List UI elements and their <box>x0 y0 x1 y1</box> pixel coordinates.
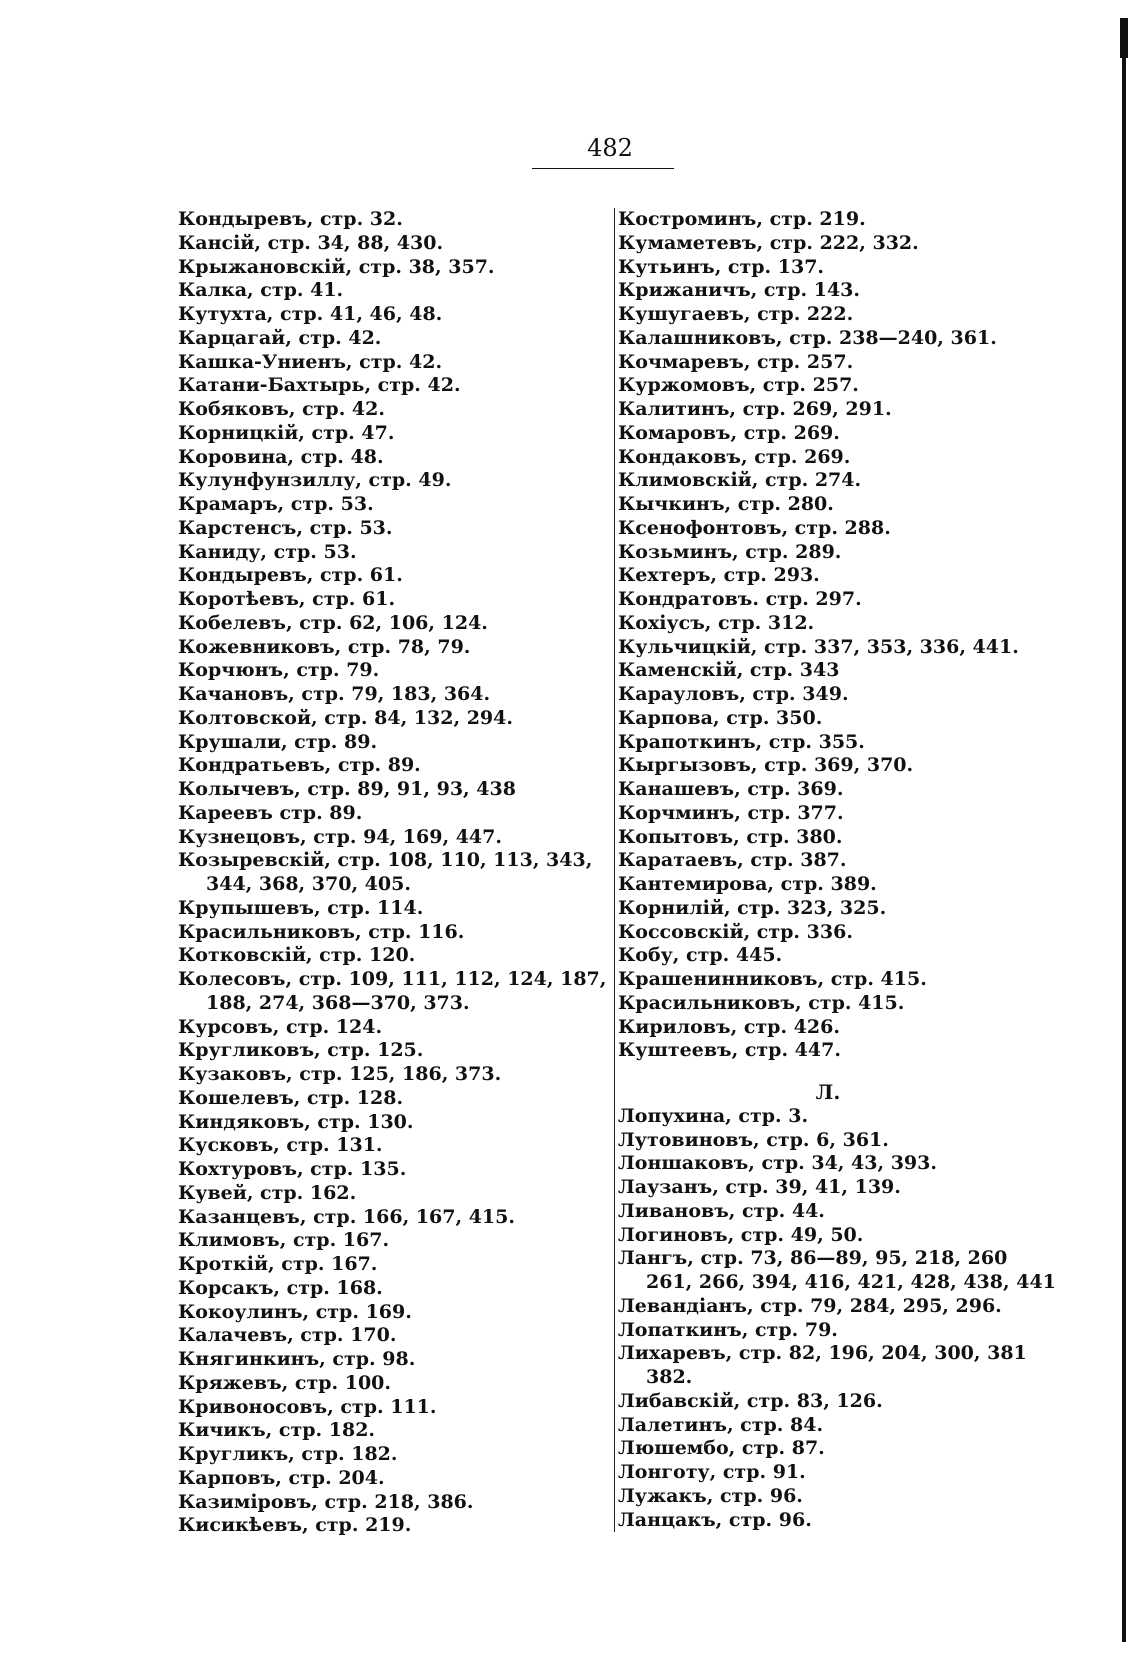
index-entry: Карауловъ, стр. 349. <box>618 683 849 705</box>
index-entry: Кондратовъ. стр. 297. <box>618 588 862 610</box>
index-entry: Корнилій, стр. 323, 325. <box>618 896 887 919</box>
index-entry: Кутьинъ, стр. 137. <box>618 255 825 278</box>
index-entry: Лонготу, стр. 91. <box>618 1461 806 1483</box>
index-entry: Крашенинниковъ, стр. 415. <box>618 968 927 990</box>
index-entry: Колычевъ, стр. 89, 91, 93, 438 <box>178 778 516 800</box>
index-entry: Комаровъ, стр. 269. <box>618 421 840 444</box>
index-entry: Кругликъ, стр. 182. <box>178 1443 398 1465</box>
index-entry: Колтовской, стр. 84, 132, 294. <box>178 706 513 729</box>
index-entry: Кондыревъ, стр. 32. <box>178 208 403 230</box>
index-entry: Кузнецовъ, стр. 94, 169, 447. <box>178 825 502 848</box>
index-entry: Кобелевъ, стр. 62, 106, 124. <box>178 611 488 634</box>
index-entry: Кузаковъ, стр. 125, 186, 373. <box>178 1063 502 1085</box>
index-entry: Кондыревъ, стр. 61. <box>178 564 403 587</box>
index-entry: Кансій, стр. 34, 88, 430. <box>178 231 444 254</box>
index-entry: Куржомовъ, стр. 257. <box>618 374 859 397</box>
index-entry: Кобу, стр. 445. <box>618 944 783 967</box>
index-entry-continuation: 261, 266, 394, 416, 421, 428, 438, 441 <box>646 1271 1056 1293</box>
index-entry: Лужакъ, стр. 96. <box>618 1484 803 1507</box>
index-entry: Костроминъ, стр. 219. <box>618 208 866 230</box>
index-entry: Котковскій, стр. 120. <box>178 944 416 967</box>
index-entry: Кулунфунзиллу, стр. 49. <box>178 469 452 492</box>
index-entry: Кыргызовъ, стр. 369, 370. <box>618 754 914 777</box>
index-entry: Лоншаковъ, стр. 34, 43, 393. <box>618 1152 937 1175</box>
index-entry: Лопухина, стр. 3. <box>618 1104 809 1127</box>
index-entry: Кобяковъ, стр. 42. <box>178 398 385 420</box>
index-entry: Кошелевъ, стр. 128. <box>178 1086 404 1109</box>
index-entry: Корсакъ, стр. 168. <box>178 1276 383 1299</box>
index-entry: Кашка-Униенъ, стр. 42. <box>178 350 443 373</box>
index-entry: Климовъ, стр. 167. <box>178 1229 390 1252</box>
index-entry: Лалетинъ, стр. 84. <box>618 1413 824 1436</box>
index-entry: Козьминъ, стр. 289. <box>618 540 842 563</box>
index-entry: Курсовъ, стр. 124. <box>178 1015 383 1038</box>
index-entry: Кареевъ стр. 89. <box>178 801 363 824</box>
index-entry: Кириловъ, стр. 426. <box>618 1015 840 1038</box>
index-entry: Кульчицкій, стр. 337, 353, 336, 441. <box>618 635 1019 658</box>
index-entry: Каменскій, стр. 343 <box>618 659 840 682</box>
index-entry: Кисикѣевъ, стр. 219. <box>178 1514 412 1537</box>
index-entry: Ливановъ, стр. 44. <box>618 1199 825 1222</box>
index-entry: Красильниковъ, стр. 116. <box>178 920 465 943</box>
index-entry: Катани-Бахтырь, стр. 42. <box>178 374 461 397</box>
header-rule <box>532 168 674 169</box>
index-entry: Козыревскій, стр. 108, 110, 113, 343, <box>178 849 593 872</box>
index-entry: Куштеевъ, стр. 447. <box>618 1039 841 1062</box>
index-entry: Кочмаревъ, стр. 257. <box>618 350 854 373</box>
index-entry: Казиміровъ, стр. 218, 386. <box>178 1490 474 1513</box>
index-entry: Кушугаевъ, стр. 222. <box>618 303 854 325</box>
index-entry-continuation: 344, 368, 370, 405. <box>206 873 411 895</box>
index-entry: Коротѣевъ, стр. 61. <box>178 588 396 610</box>
index-entry: Калитинъ, стр. 269, 291. <box>618 398 892 420</box>
index-entry: Карцагай, стр. 42. <box>178 326 382 349</box>
index-entry: Калачевъ, стр. 170. <box>178 1324 397 1347</box>
index-entry: Кичикъ, стр. 182. <box>178 1419 376 1442</box>
index-entry: Корницкій, стр. 47. <box>178 421 395 444</box>
index-entry: Логиновъ, стр. 49, 50. <box>618 1223 864 1246</box>
index-entry: Лутовиновъ, стр. 6, 361. <box>618 1128 889 1151</box>
index-entry: Кондаковъ, стр. 269. <box>618 445 851 468</box>
index-entry: Казанцевъ, стр. 166, 167, 415. <box>178 1205 515 1228</box>
index-entry: Крушали, стр. 89. <box>178 730 378 753</box>
index-entry-continuation: 188, 274, 368—370, 373. <box>206 991 470 1014</box>
index-entry: Карстенсъ, стр. 53. <box>178 516 393 539</box>
index-entry: Крупышевъ, стр. 114. <box>178 896 424 919</box>
index-entry: Княгинкинъ, стр. 98. <box>178 1348 416 1370</box>
index-entry: Корчминъ, стр. 377. <box>618 801 844 824</box>
index-entry: Лихаревъ, стр. 82, 196, 204, 300, 381 <box>618 1342 1027 1365</box>
index-entry: Ксенофонтовъ, стр. 288. <box>618 516 891 539</box>
index-entry: Колесовъ, стр. 109, 111, 112, 124, 187, <box>178 968 607 990</box>
index-entry: Лангъ, стр. 73, 86—89, 95, 218, 260 <box>618 1247 1008 1270</box>
index-entry: Климовскій, стр. 274. <box>618 469 862 492</box>
index-column-right <box>614 208 1058 1532</box>
index-entry: Кехтеръ, стр. 293. <box>618 564 820 587</box>
index-entry: Кохіусъ, стр. 312. <box>618 611 815 634</box>
index-entry: Кроткій, стр. 167. <box>178 1253 378 1275</box>
index-entry: Крамаръ, стр. 53. <box>178 493 374 515</box>
index-entry: Карпова, стр. 350. <box>618 706 823 729</box>
index-entry: Либавскій, стр. 83, 126. <box>618 1389 883 1412</box>
index-entry: Калка, стр. 41. <box>178 279 344 302</box>
index-entry: Лаузанъ, стр. 39, 41, 139. <box>618 1176 901 1198</box>
index-entry: Кряжевъ, стр. 100. <box>178 1371 392 1394</box>
index-entry: Кожевниковъ, стр. 78, 79. <box>178 635 471 658</box>
index-entry: Кусковъ, стр. 131. <box>178 1134 383 1157</box>
index-entry: Коссовскій, стр. 336. <box>618 920 853 943</box>
index-entry: Кантемирова, стр. 389. <box>618 873 877 895</box>
index-entry: Каратаевъ, стр. 387. <box>618 849 847 872</box>
page-edge-line <box>1122 22 1126 1642</box>
index-entry: Коровина, стр. 48. <box>178 445 384 468</box>
index-entry: Кычкинъ, стр. 280. <box>618 493 834 515</box>
index-entry: Копытовъ, стр. 380. <box>618 825 843 848</box>
index-entry: Кругликовъ, стр. 125. <box>178 1039 424 1062</box>
index-entry: Левандіанъ, стр. 79, 284, 295, 296. <box>618 1294 1002 1317</box>
index-entry: Крижаничъ, стр. 143. <box>618 279 860 302</box>
index-entry: Корчюнъ, стр. 79. <box>178 659 380 682</box>
index-entry: Крыжановскій, стр. 38, 357. <box>178 255 495 278</box>
index-entry: Каниду, стр. 53. <box>178 540 357 563</box>
index-entry: Кокоулинъ, стр. 169. <box>178 1300 412 1323</box>
section-letter-heading: Л. <box>815 1080 841 1104</box>
index-entry: Ланцакъ, стр. 96. <box>618 1508 812 1531</box>
index-entry: Кохтуровъ, стр. 135. <box>178 1158 407 1180</box>
index-entry: Киндяковъ, стр. 130. <box>178 1110 414 1133</box>
index-entry: Кумаметевъ, стр. 222, 332. <box>618 231 919 254</box>
index-entry: Кувей, стр. 162. <box>178 1181 357 1204</box>
index-entry: Лопаткинъ, стр. 79. <box>618 1318 838 1341</box>
index-entry: Кондратьевъ, стр. 89. <box>178 754 421 777</box>
index-entry: Калашниковъ, стр. 238—240, 361. <box>618 326 997 349</box>
index-entry: Красильниковъ, стр. 415. <box>618 991 905 1014</box>
index-entry: Люшембо, стр. 87. <box>618 1437 825 1460</box>
index-column-left <box>178 208 613 1538</box>
index-entry: Кривоносовъ, стр. 111. <box>178 1395 437 1418</box>
index-entry-continuation: 382. <box>646 1366 693 1388</box>
index-entry: Карповъ, стр. 204. <box>178 1466 385 1489</box>
index-entry: Крапоткинъ, стр. 355. <box>618 730 865 753</box>
index-entry: Качановъ, стр. 79, 183, 364. <box>178 683 491 705</box>
index-entry: Канашевъ, стр. 369. <box>618 778 844 800</box>
page-number: 482 <box>587 134 633 162</box>
index-entry: Кутухта, стр. 41, 46, 48. <box>178 303 443 325</box>
